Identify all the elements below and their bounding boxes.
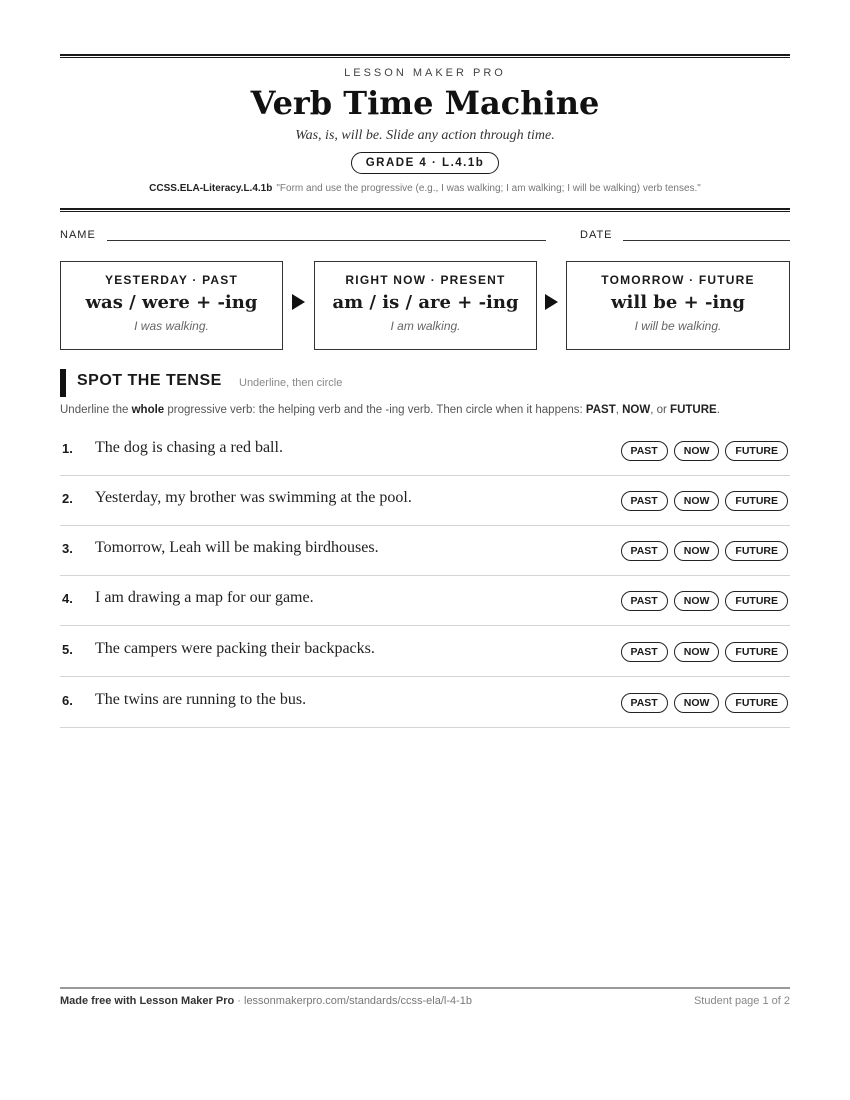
exercise-item-6 [60,678,790,728]
choice-now[interactable]: NOW [674,491,720,511]
choice-future[interactable]: FUTURE [725,541,788,561]
standard-text: "Form and use the progressive (e.g., I was walking; I am walking; I will be walking) verb tenses." [276,183,701,194]
tense-formula: was / were + -ing [85,292,258,313]
footer-credit [60,995,472,1007]
exercise-item-4 [60,576,790,626]
top-double-rule [60,54,790,58]
choice-future[interactable]: FUTURE [725,642,788,662]
exercise-item-3 [60,526,790,576]
section-hint: Underline, then circle [239,377,343,389]
tense-example: I am walking. [390,319,461,333]
standard-code: CCSS.ELA-Literacy.L.4.1b [149,183,273,194]
tense-choices [621,642,789,662]
grade-badge-wrap [60,152,790,174]
tense-example: I was walking. [134,319,209,333]
exercise-item-2 [60,476,790,526]
footer-made-with: Made free with Lesson Maker Pro [60,995,235,1007]
page-title: Verb Time Machine [250,84,600,122]
date-field[interactable] [623,240,790,241]
item-sentence[interactable]: The campers were packing their backpacks. [95,640,375,657]
tense-formula: am / is / are + -ing [332,292,519,313]
item-sentence[interactable]: The twins are running to the bus. [95,691,307,708]
grade-badge: GRADE 4 · L.4.1b [351,152,500,174]
standard-line [60,183,790,194]
item-number: 6. [62,693,73,708]
item-number: 5. [62,642,73,657]
tense-choices [621,693,789,713]
item-sentence[interactable]: Yesterday, my brother was swimming at the pool. [95,489,412,506]
brand-label: LESSON MAKER PRO [344,67,506,79]
item-sentence[interactable]: Tomorrow, Leah will be making birdhouses. [95,539,379,556]
choice-now[interactable]: NOW [674,441,720,461]
tense-box-past [60,261,283,350]
tense-choices [621,441,789,461]
date-label: DATE [580,229,613,241]
choice-now[interactable]: NOW [674,693,720,713]
footer-page-number: Student page 1 of 2 [693,995,790,1007]
choice-past[interactable]: PAST [621,591,668,611]
choice-future[interactable]: FUTURE [725,491,788,511]
item-sentence[interactable]: The dog is chasing a red ball. [95,439,283,456]
page-subtitle: Was, is, will be. Slide any action through time. [295,128,555,143]
tense-formula: will be + -ing [611,292,745,313]
item-number: 1. [62,441,73,456]
tense-choices [621,541,789,561]
item-number: 3. [62,541,73,556]
arrow-right-icon [292,294,305,310]
tense-heading: RIGHT NOW · PRESENT [345,273,506,287]
choice-future[interactable]: FUTURE [725,693,788,713]
tense-box-present [314,261,537,350]
header-bottom-double-rule [60,208,790,212]
tense-heading: YESTERDAY · PAST [104,273,238,287]
section-title: SPOT THE TENSE [77,372,222,389]
name-label: NAME [60,229,96,241]
exercise-item-1 [60,426,790,476]
tense-box-future [566,261,790,350]
arrow-right-icon [545,294,558,310]
item-number: 4. [62,591,73,606]
choice-past[interactable]: PAST [621,441,668,461]
footer-url[interactable]: · lessonmakerpro.com/standards/ccss-ela/l-4-1b [234,995,473,1007]
choice-past[interactable]: PAST [621,491,668,511]
choice-past[interactable]: PAST [621,642,668,662]
worksheet-page [60,0,790,1100]
choice-past[interactable]: PAST [621,541,668,561]
item-sentence[interactable]: I am drawing a map for our game. [95,589,314,606]
exercise-item-5 [60,627,790,677]
tense-heading: TOMORROW · FUTURE [601,273,755,287]
footer-rule [60,987,790,989]
item-number: 2. [62,491,73,506]
choice-future[interactable]: FUTURE [725,441,788,461]
tense-example: I will be walking. [634,319,722,333]
section-instructions: Underline the whole progressive verb: the helping verb and the -ing verb. Then circle when it happens: PAST, NOW, or FUTURE. [60,404,720,416]
name-date-row [60,229,790,245]
choice-future[interactable]: FUTURE [725,591,788,611]
choice-past[interactable]: PAST [621,693,668,713]
section-accent-bar [60,369,66,397]
choice-now[interactable]: NOW [674,591,720,611]
choice-now[interactable]: NOW [674,541,720,561]
tense-choices [621,491,789,511]
choice-now[interactable]: NOW [674,642,720,662]
name-field[interactable] [107,240,546,241]
tense-choices [621,591,789,611]
